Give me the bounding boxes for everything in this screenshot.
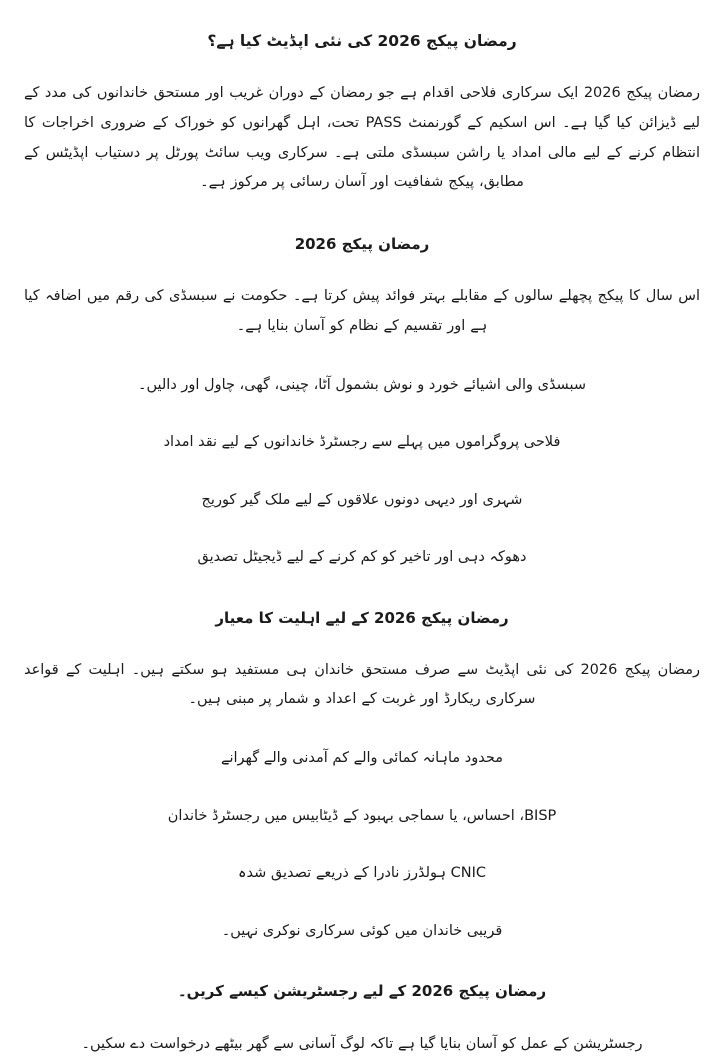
page-title: رمضان پیکج 2026 کی نئی اپڈیٹ کیا ہے؟: [207, 32, 517, 50]
section-paragraph-eligibility: رمضان پیکج 2026 کی نئی اپڈیٹ سے صرف مستحق خاندان ہی مستفید ہو سکتے ہیں۔ اہلیت کے قواعد سرکاری ریکارڈ اور غربت کے اعداد و شمار پر مبنی ہیں۔: [24, 661, 700, 708]
intro-paragraph: رمضان پیکج 2026 ایک سرکاری فلاحی اقدام ہے جو رمضان کے دوران غریب اور مستحق خاندانوں کی مدد کے لیے ڈیزائن کیا گیا ہے۔ اس اسکیم کے گورنمنٹ PASS تحت، اہل گھرانوں کو خوراک کے ضروری اخراجات کا انتظام کرنے کے لیے مالی امداد یا راشن سبسڈی ملتی ہے۔ سرکاری ویب سائٹ پورٹل پر دستیاب اپڈیٹس کے مطابق، پیکج شفافیت اور آسان رسائی پر مرکوز ہے۔: [24, 85, 700, 191]
list-item: CNIC ہولڈرز نادرا کے ذریعے تصدیق شدہ: [238, 865, 486, 882]
section-paragraph-package: اس سال کا پیکج پچھلے سالوں کے مقابلے بہتر فوائد پیش کرتا ہے۔ حکومت نے سبسڈی کی رقم میں اضافہ کیا ہے اور تقسیم کے نظام کو آسان بنایا ہے۔: [24, 288, 700, 334]
list-item: محدود ماہانہ کمائی والے کم آمدنی والے گھرانے: [220, 750, 504, 767]
section-heading-eligibility: رمضان پیکج 2026 کے لیے اہلیت کا معیار: [215, 608, 509, 627]
list-item: سبسڈی والی اشیائے خورد و نوش بشمول آٹا، چینی، گھی، چاول اور دالیں۔: [137, 376, 587, 393]
list-item: دھوکہ دہی اور تاخیر کو کم کرنے کے لیے ڈیجیٹل تصدیق: [197, 549, 527, 566]
list-item: BISP، احساس، یا سماجی بہبود کے ڈیٹابیس میں رجسٹرڈ خاندان: [167, 807, 557, 824]
list-item: شہری اور دیہی دونوں علاقوں کے لیے ملک گیر کوریج: [201, 491, 523, 508]
section-heading-registration: رمضان پیکج 2026 کے لیے رجسٹریشن کیسے کریں۔: [177, 982, 547, 1001]
list-item: قریبی خاندان میں کوئی سرکاری نوکری نہیں۔: [221, 922, 503, 939]
list-item: فلاحی پروگراموں میں پہلے سے رجسٹرڈ خاندانوں کے لیے نقد امداد: [163, 434, 561, 451]
section-heading-package: رمضان پیکج 2026: [294, 235, 430, 254]
section-paragraph-registration: رجسٹریشن کے عمل کو آسان بنایا گیا ہے تاکہ لوگ آسانی سے گھر بیٹھے درخواست دے سکیں۔: [81, 1036, 643, 1053]
